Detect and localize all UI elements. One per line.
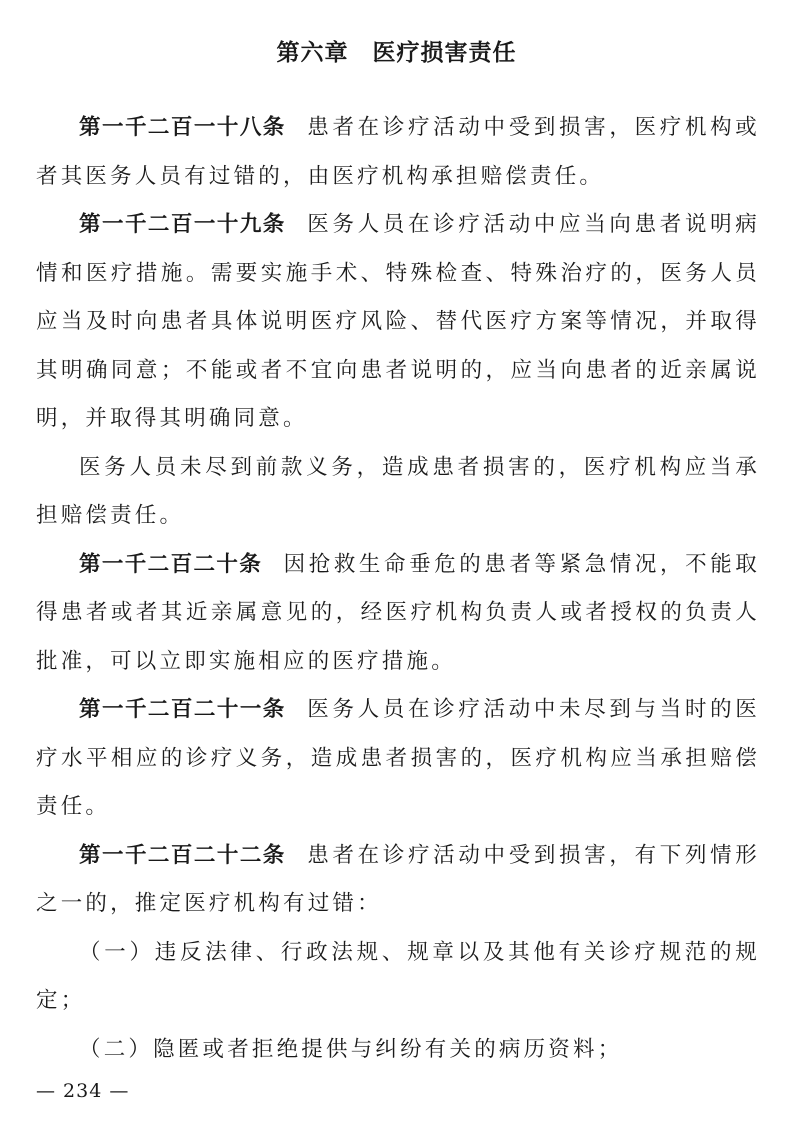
- article-1222-item-2: （二）隐匿或者拒绝提供与纠纷有关的病历资料；: [79, 1036, 623, 1062]
- article-text: 因抢救生命垂危的患者等紧急情况，不能取得患者或者其近亲属意见的，经医疗机构负责人或者授权的负责人批准，可以立即实施相应的医疗措施。: [36, 551, 760, 674]
- article-text: 医务人员在诊疗活动中应当向患者说明病情和医疗措施。需要实施手术、特殊检查、特殊治疗的，医务人员应当及时向患者具体说明医疗风险、替代医疗方案等情况，并取得其明确同意；不能或者不宜向患者说明的，应当向患者的近亲属说明，并取得其明确同意。: [36, 212, 760, 431]
- page-number: — 234 —: [36, 1080, 130, 1102]
- article-number: 第一千二百二十条: [79, 551, 263, 577]
- article-1219-paragraph-2: 医务人员未尽到前款义务，造成患者损害的，医疗机构应当承担赔偿责任。: [36, 454, 760, 528]
- article-1222: [36, 832, 760, 929]
- article-1219: [36, 201, 760, 444]
- article-text: 医务人员在诊疗活动中未尽到与当时的医疗水平相应的诊疗义务，造成患者损害的，医疗机构应当承担赔偿责任。: [36, 697, 760, 819]
- article-text: 患者在诊疗活动中受到损害，医疗机构或者其医务人员有过错的，由医疗机构承担赔偿责任。: [36, 115, 760, 189]
- article-1218: [36, 104, 760, 201]
- article-text: 患者在诊疗活动中受到损害，有下列情形之一的，推定医疗机构有过错：: [36, 842, 760, 916]
- article-number: 第一千二百一十九条: [79, 212, 286, 237]
- article-1220: [36, 541, 760, 687]
- article-1222-item-1: （一）违反法律、行政法规、规章以及其他有关诊疗规范的规定；: [36, 939, 760, 1013]
- article-number: 第一千二百二十一条: [79, 697, 286, 722]
- document-body: [36, 104, 760, 1074]
- chapter-title: 第六章 医疗损害责任: [276, 40, 517, 66]
- article-1221: [36, 686, 760, 832]
- article-number: 第一千二百一十八条: [79, 115, 286, 140]
- article-number: 第一千二百二十二条: [79, 842, 286, 868]
